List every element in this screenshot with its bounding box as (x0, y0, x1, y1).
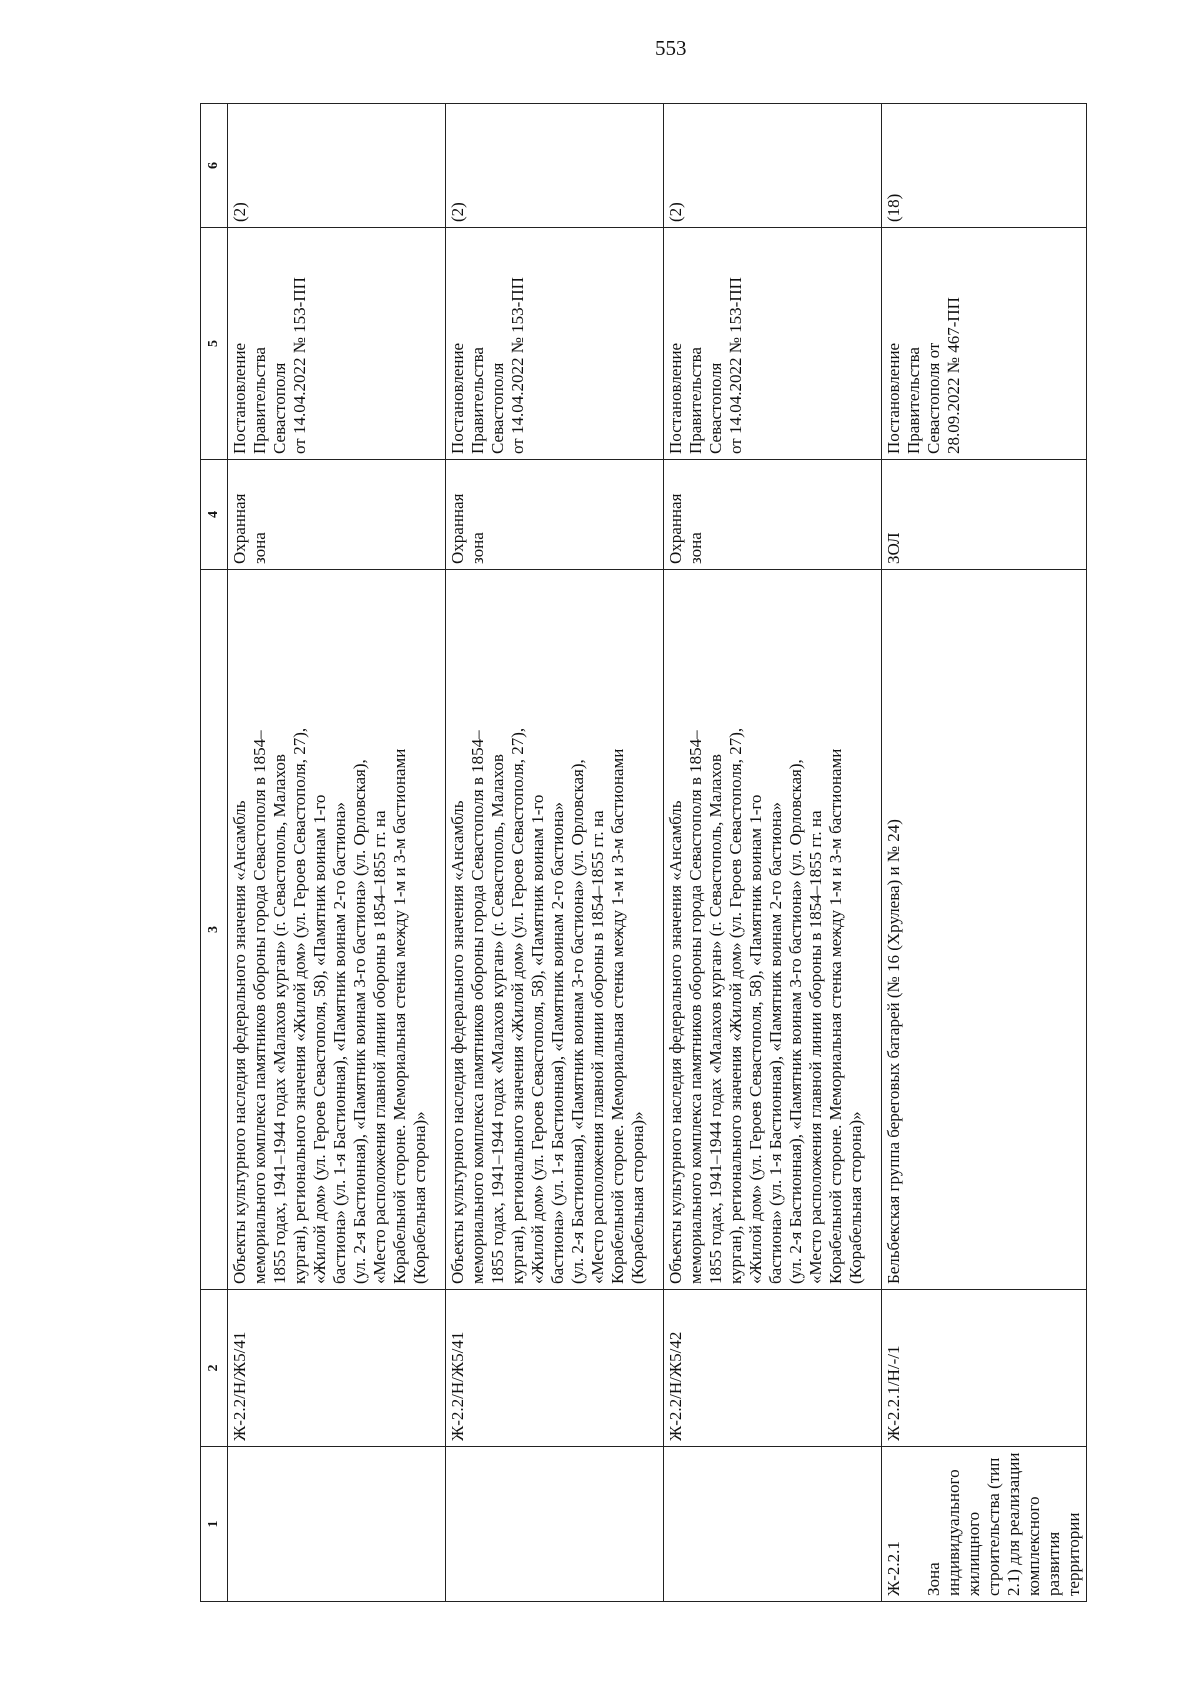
document-cell: Постановление Правительства Севастополя от 14.04.2022 № 153-ПП (228, 228, 446, 460)
note-cell: (2) (446, 104, 664, 228)
zone-cell (446, 1447, 664, 1602)
zones-table (200, 103, 1087, 1602)
column-header: 6 (201, 104, 228, 228)
object-description-cell: Объекты культурного наследия федерального значения «Ансамбль мемориального комплекса памятников обороны города Севастополя в 1854– 1855 годах, 1941–1944 годах «Малахов курган» (г. Севастополь, Малахов курган), регионального значения «Жилой дом» (ул. Героев Севастополя, 27), «Жилой дом» (ул. Героев Севастополя, 58), «Памятник воинам 1-го бастиона» (ул. 1-я Бастионная), «Памятник воинам 2-го бастиона» (ул. 2-я Бастионная), «Памятник воинам 3-го бастиона» (ул. Орловская), «Место расположения главной линии обороны в 1854–1855 гг. на Корабельной стороне. Мемориальная стенка между 1-м и 3-м бастионами (Корабельная сторона)» (446, 570, 664, 1290)
column-header: 5 (201, 228, 228, 460)
page-number: 553 (655, 36, 687, 60)
object-description-cell: Объекты культурного наследия федерального значения «Ансамбль мемориального комплекса памятников обороны города Севастополя в 1854– 1855 годах, 1941–1944 годах «Малахов курган» (г. Севастополь, Малахов курган), регионального значения «Жилой дом» (ул. Героев Севастополя, 27), «Жилой дом» (ул. Героев Севастополя, 58), «Памятник воинам 1-го бастиона» (ул. 1-я Бастионная), «Памятник воинам 2-го бастиона» (ул. 2-я Бастионная), «Памятник воинам 3-го бастиона» (ул. Орловская), «Место расположения главной линии обороны в 1854–1855 гг. на Корабельной стороне. Мемориальная стенка между 1-м и 3-м бастионами (Корабельная сторона)» (228, 570, 446, 1290)
document-cell: Постановление Правительства Севастополя от 14.04.2022 № 153-ПП (446, 228, 664, 460)
zone-cell: Ж-2.2.1 Зона индивидуального жилищного строительства (тип 2.1) для реализации комплексного развития территории (882, 1447, 1087, 1602)
column-header: 1 (201, 1447, 228, 1602)
subzone-code-cell: Ж-2.2/Н/Ж5/41 (446, 1290, 664, 1447)
table-row (664, 104, 882, 1602)
document-cell: Постановление Правительства Севастополя от 14.04.2022 № 153-ПП (664, 228, 882, 460)
object-description-cell: Объекты культурного наследия федерального значения «Ансамбль мемориального комплекса памятников обороны города Севастополя в 1854– 1855 годах, 1941–1944 годах «Малахов курган» (г. Севастополь, Малахов курган), регионального значения «Жилой дом» (ул. Героев Севастополя, 27), «Жилой дом» (ул. Героев Севастополя, 58), «Памятник воинам 1-го бастиона» (ул. 1-я Бастионная), «Памятник воинам 2-го бастиона» (ул. 2-я Бастионная), «Памятник воинам 3-го бастиона» (ул. Орловская), «Место расположения главной линии обороны в 1854–1855 гг. на Корабельной стороне. Мемориальная стенка между 1-м и 3-м бастионами (Корабельная сторона)» (664, 570, 882, 1290)
object-description-cell: Бельбекская группа береговых батарей (№ 16 (Хрулева) и № 24) (882, 570, 1087, 1290)
zone-cell (664, 1447, 882, 1602)
header-row (201, 104, 228, 1602)
column-header: 3 (201, 570, 228, 1290)
rotated-table-container (200, 104, 1083, 1602)
zone-type-cell: Охранная зона (446, 460, 664, 570)
zone-type-cell: Охранная зона (664, 460, 882, 570)
table-row (446, 104, 664, 1602)
subzone-code-cell: Ж-2.2/Н/Ж5/41 (228, 1290, 446, 1447)
document-cell: Постановление Правительства Севастополя от 28.09.2022 № 467-ПП (882, 228, 1087, 460)
subzone-code-cell: Ж-2.2/Н/Ж5/42 (664, 1290, 882, 1447)
table-row (228, 104, 446, 1602)
column-header: 2 (201, 1290, 228, 1447)
table-row (882, 104, 1087, 1602)
note-cell: (18) (882, 104, 1087, 228)
subzone-code-cell: Ж-2.2.1/Н/-/1 (882, 1290, 1087, 1447)
zone-type-cell: Охранная зона (228, 460, 446, 570)
note-cell: (2) (228, 104, 446, 228)
zone-cell (228, 1447, 446, 1602)
column-header: 4 (201, 460, 228, 570)
zone-type-cell: ЗОЛ (882, 460, 1087, 570)
note-cell: (2) (664, 104, 882, 228)
